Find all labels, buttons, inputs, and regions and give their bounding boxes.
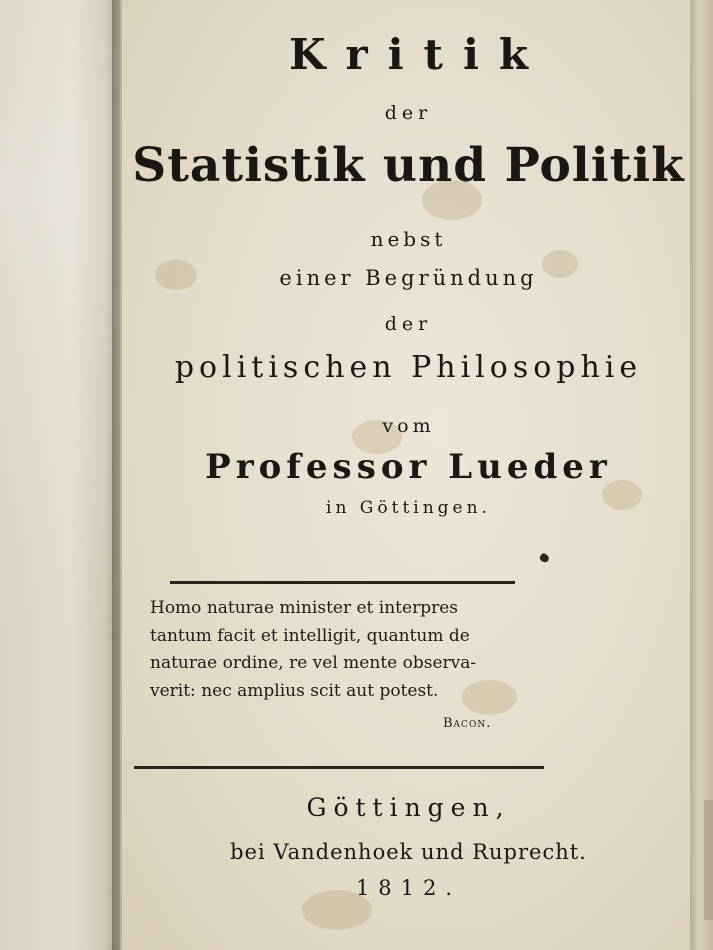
title-text-block (122, 0, 695, 950)
divider-rule-top (170, 581, 515, 584)
subtitle-philosophie: politischen Philosophie (174, 350, 643, 385)
motto-quote (150, 595, 535, 705)
motto-line: tantum facit et intelligit, quantum de (150, 625, 470, 646)
motto-line: Homo naturae minister et interpres (150, 598, 458, 618)
subtitle-der: der (384, 313, 433, 335)
imprint-year: 1812. (355, 876, 462, 900)
main-title: Statistik und Politik (132, 138, 685, 193)
subtitle-begruendung: einer Begründung (279, 266, 538, 290)
imprint-publisher: bei Vandenhoek und Ruprecht. (230, 840, 587, 864)
subtitle-nebst: nebst (370, 227, 447, 251)
imprint-place: Göttingen, (306, 793, 511, 822)
left-blank-page (0, 0, 120, 950)
author-vom: vom (382, 415, 435, 437)
author-place: in Göttingen. (326, 498, 491, 518)
divider-rule-bottom (134, 766, 544, 769)
motto-line: verit: nec amplius scit aut potest. (150, 680, 439, 701)
author-name: Professor Lueder (205, 447, 612, 487)
motto-author: Bacon. (443, 716, 492, 731)
title-kritik: Kritik (288, 30, 549, 79)
motto-line: naturae ordine, re vel mente observa- (150, 653, 477, 673)
title-der: der (384, 102, 433, 124)
